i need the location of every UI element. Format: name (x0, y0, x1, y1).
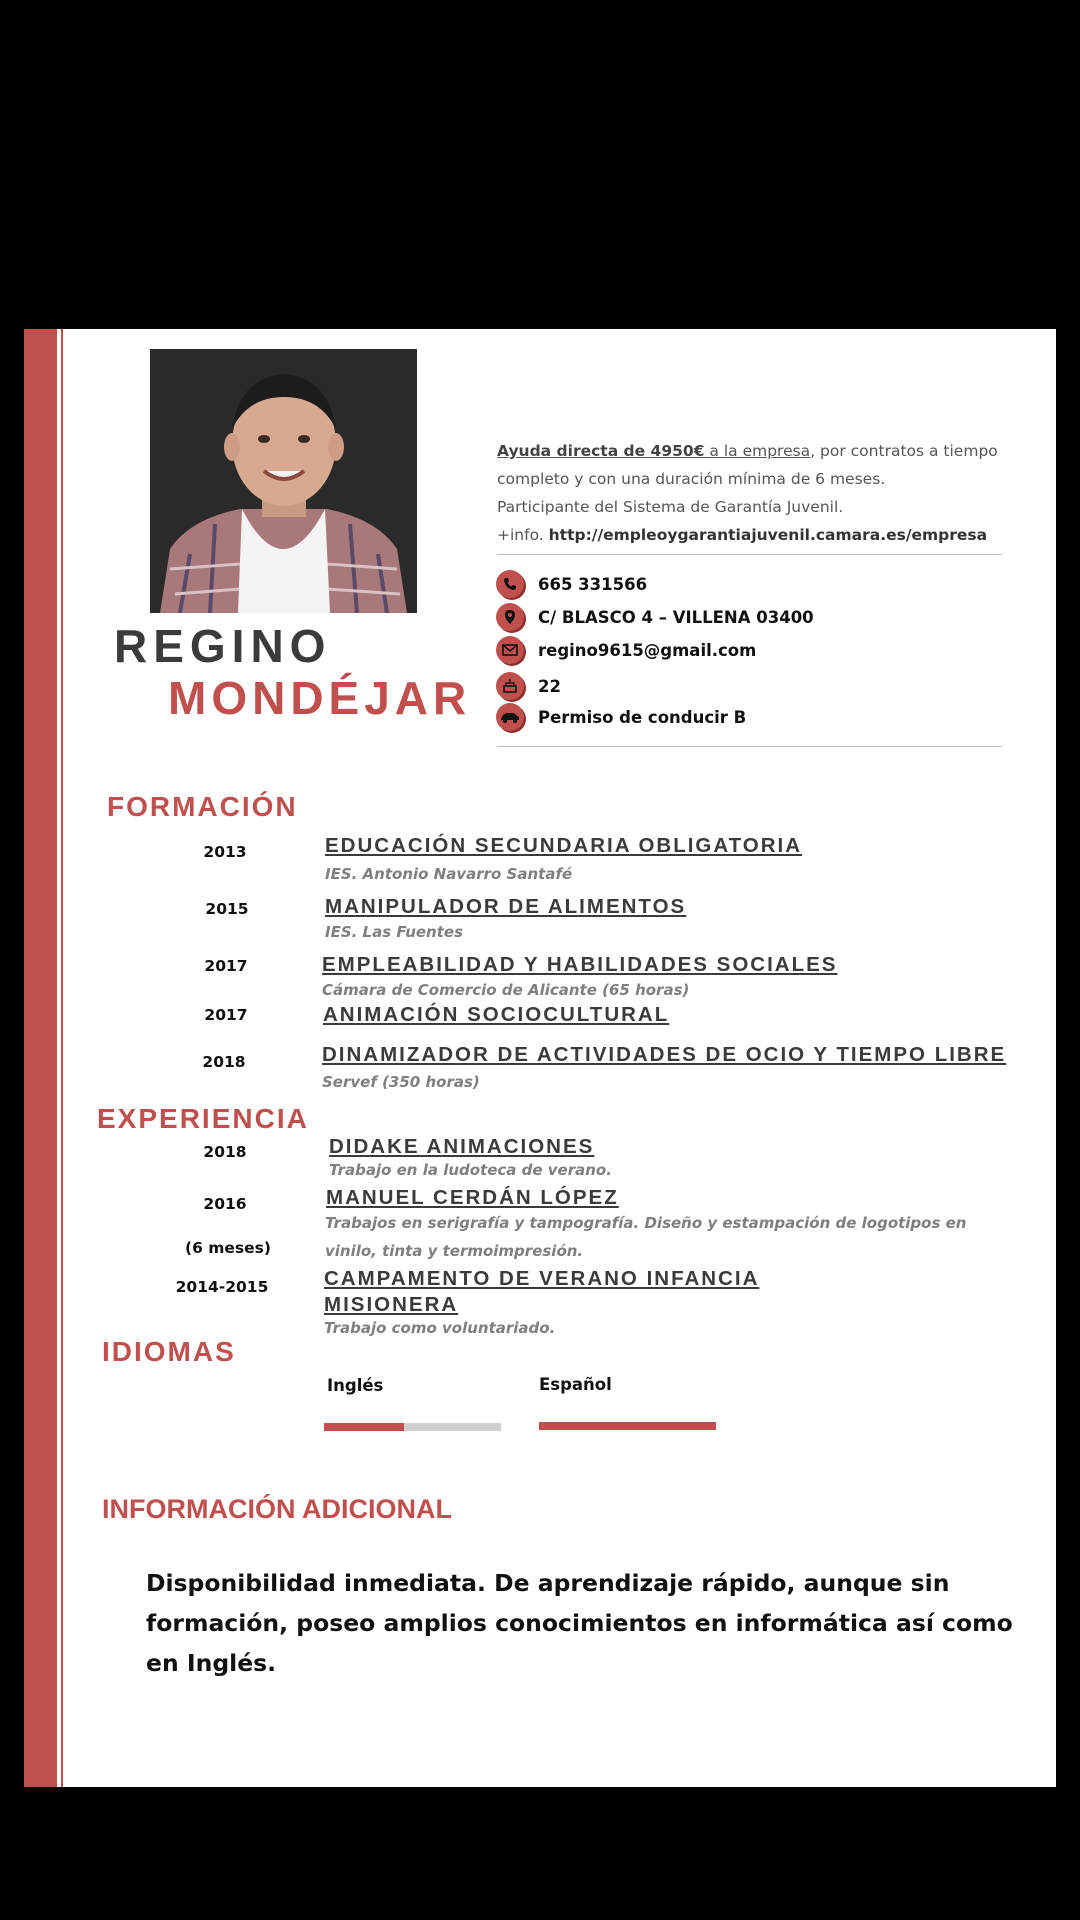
divider-bottom (497, 746, 1002, 747)
contact-address (496, 602, 814, 632)
phone-icon (496, 570, 524, 598)
formacion-subtitle: IES. Antonio Navarro Santafé (325, 865, 573, 883)
experiencia-subtitle: Trabajos en serigrafía y tampografía. Diseño y estampación de logotipos en vinilo, tinta y termoimpresión. (325, 1214, 967, 1260)
experiencia-title: CAMPAMENTO DE VERANO INFANCIA MISIONERA (324, 1267, 760, 1316)
experiencia-subtitle: Trabajo en la ludoteca de verano. (329, 1161, 612, 1179)
divider-top (497, 554, 1002, 555)
formacion-title: DINAMIZADOR DE ACTIVIDADES DE OCIO Y TIEMPO LIBRE (322, 1043, 1007, 1066)
first-name: REGINO (114, 620, 332, 672)
formacion-title: EMPLEABILIDAD Y HABILIDADES SOCIALES (322, 953, 838, 976)
email-text[interactable]: regino9615@gmail.com (538, 640, 757, 660)
language-name: Inglés (327, 1376, 384, 1395)
info-link[interactable]: http://empleoygarantiajuvenil.camara.es/empresa (548, 526, 988, 544)
intro-underlined: a la empresa (704, 442, 811, 460)
info-prefix: +info. (497, 526, 549, 544)
language-level-bar (324, 1423, 501, 1431)
formacion-year: 2017 (204, 957, 248, 975)
intro-line2: Participante del Sistema de Garantía Juvenil. (497, 498, 844, 516)
contact-email (496, 635, 756, 665)
license-text: Permiso de conducir B (538, 707, 747, 727)
contact-age (496, 671, 561, 701)
experiencia-year: 2016 (203, 1195, 247, 1213)
profile-photo (150, 349, 417, 613)
phone-text: 665 331566 (538, 574, 648, 594)
contact-license (496, 702, 746, 732)
language-level-fill (324, 1423, 404, 1431)
informacion-text: Disponibilidad inmediata. De aprendizaje rápido, aunque sin formación, poseo amplios conocimientos en informática así como en Inglés. (146, 1569, 1013, 1677)
address-text: C/ BLASCO 4 – VILLENA 03400 (538, 607, 814, 627)
experiencia-title: MANUEL CERDÁN LÓPEZ (326, 1186, 619, 1209)
language-name: Español (539, 1375, 612, 1394)
section-experiencia-title: EXPERIENCIA (97, 1103, 309, 1134)
left-accent-line (61, 329, 63, 1787)
experiencia-year-extra: (6 meses) (185, 1239, 271, 1257)
formacion-title: EDUCACIÓN SECUNDARIA OBLIGATORIA (325, 834, 803, 857)
car-icon (496, 703, 524, 731)
formacion-year: 2018 (202, 1053, 246, 1071)
cv-page (24, 329, 1056, 1787)
last-name: MONDÉJAR (168, 672, 472, 724)
experiencia-year: 2014-2015 (175, 1278, 269, 1296)
mail-icon (496, 636, 524, 664)
intro-text: , por contratos a tiempo completo y con una duración mínima de 6 meses. (497, 442, 998, 488)
location-icon (496, 603, 524, 631)
language-level-bar (539, 1422, 716, 1430)
intro-paragraph (497, 437, 1017, 549)
experiencia-title: DIDAKE ANIMACIONES (329, 1135, 595, 1158)
formacion-subtitle: Servef (350 horas) (322, 1073, 480, 1091)
experiencia-subtitle: Trabajo como voluntariado. (324, 1319, 556, 1337)
formacion-title: ANIMACIÓN SOCIOCULTURAL (323, 1003, 670, 1026)
experiencia-year: 2018 (203, 1143, 247, 1161)
formacion-year: 2013 (203, 843, 247, 861)
section-idiomas-title: IDIOMAS (102, 1336, 236, 1367)
intro-highlight: Ayuda directa de 4950€ (497, 442, 705, 460)
formacion-subtitle: IES. Las Fuentes (325, 923, 463, 941)
contact-phone (496, 569, 647, 599)
language-level-fill (539, 1422, 716, 1430)
section-informacion-title: INFORMACIÓN ADICIONAL (102, 1494, 452, 1524)
formacion-year: 2017 (204, 1006, 248, 1024)
birthday-cake-icon (496, 672, 524, 700)
formacion-title: MANIPULADOR DE ALIMENTOS (325, 895, 687, 918)
left-accent-bar (24, 329, 57, 1787)
section-formacion-title: FORMACIÓN (107, 791, 298, 822)
formacion-subtitle: Cámara de Comercio de Alicante (65 horas) (322, 981, 690, 999)
formacion-year: 2015 (205, 900, 249, 918)
age-text: 22 (538, 676, 561, 696)
